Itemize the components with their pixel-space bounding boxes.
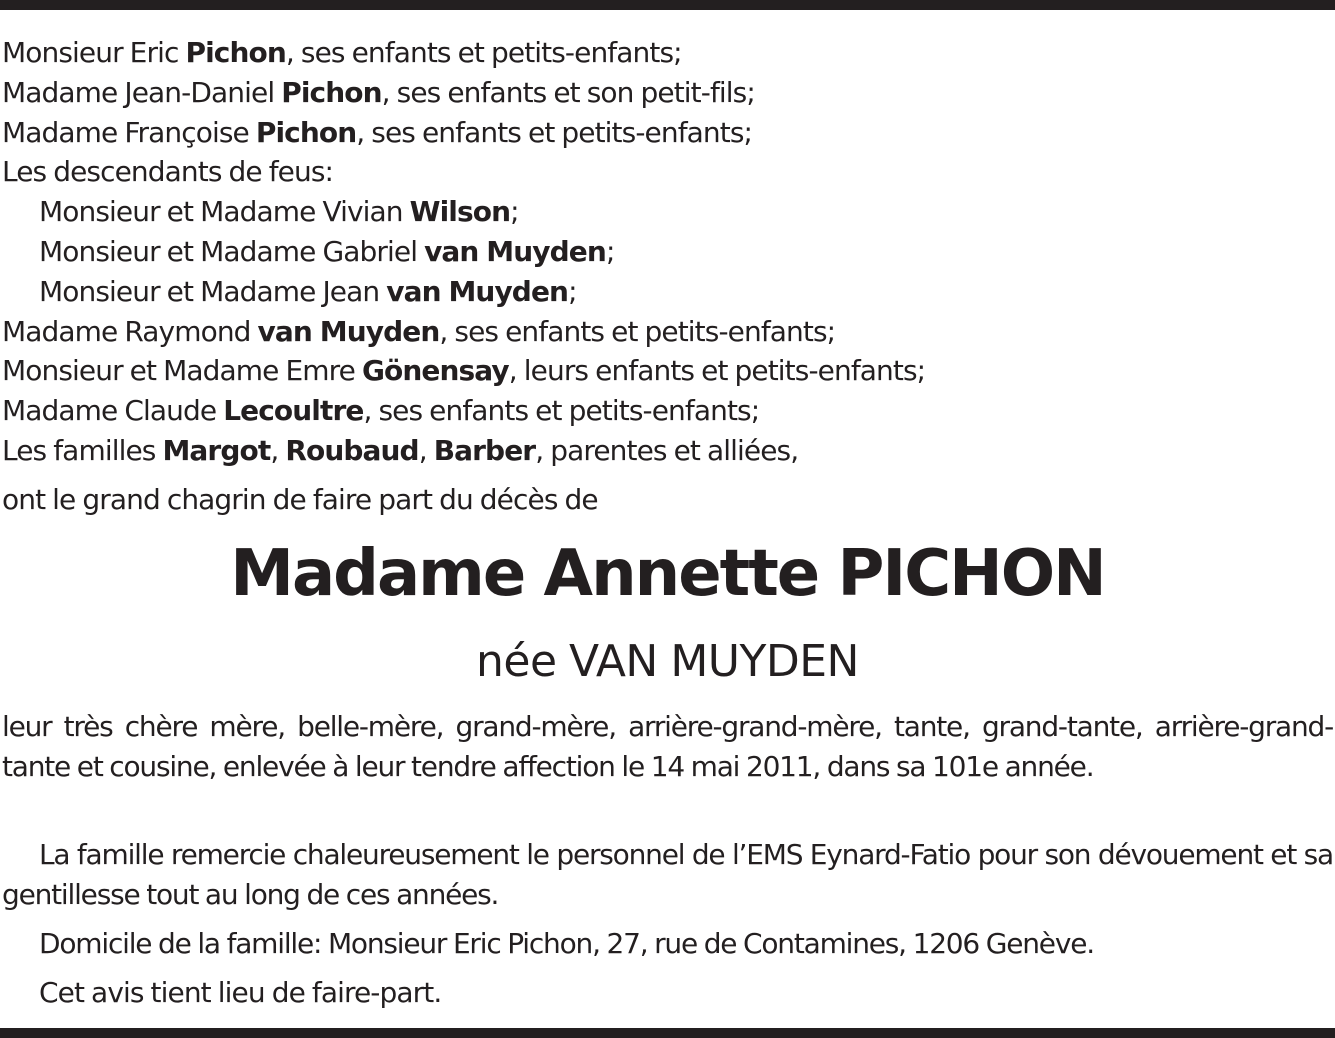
announcer-line <box>2 73 755 113</box>
announcer-text: Madame Françoise <box>2 116 256 149</box>
separator: , <box>270 434 286 467</box>
announcer-suffix: , ses enfants et petits-enfants; <box>285 36 682 69</box>
announcer-line <box>39 232 614 272</box>
family-surname: Roubaud <box>285 434 419 467</box>
announcer-line <box>39 272 577 312</box>
announcer-suffix: , ses enfants et petits-enfants; <box>356 116 753 149</box>
announcer-surname: Pichon <box>185 36 286 69</box>
maiden-name: née VAN MUYDEN <box>476 636 859 687</box>
tribute-paragraph: leur très chère mère, belle-mère, grand-mère, arrière-grand-mère, tante, grand-tante, arrière-grand-tante et cousine, enlevée à leur tendre affection le 14 mai 2011, dans sa 101e année. <box>2 710 1333 783</box>
announcer-surname: van Muyden <box>386 275 569 308</box>
announcer-text: Monsieur et Madame Gabriel <box>39 235 425 268</box>
announcer-text: Madame Claude <box>2 394 224 427</box>
announcer-text: Monsieur et Madame Vivian <box>39 195 410 228</box>
announcer-surname: Pichon <box>281 76 382 109</box>
announcer-suffix: ; <box>568 275 577 308</box>
announcer-suffix: ; <box>605 235 615 268</box>
families-text: Les familles <box>2 434 163 467</box>
announcer-line <box>2 391 759 431</box>
announcer-suffix: , ses enfants et petits-enfants; <box>439 315 836 348</box>
announcer-suffix: , ses enfants et petits-enfants; <box>363 394 760 427</box>
announcer-suffix: , leurs enfants et petits-enfants; <box>508 354 926 387</box>
closing-line: Cet avis tient lieu de faire-part. <box>39 976 442 1009</box>
announcer-line <box>2 312 835 352</box>
announcer-line <box>2 113 752 153</box>
announcer-surname: Gönensay <box>361 354 509 387</box>
bottom-border-rule <box>0 1028 1335 1038</box>
announcer-text: Monsieur Eric <box>2 36 186 69</box>
announcer-surname: Pichon <box>255 116 357 149</box>
announcer-suffix: , ses enfants et son petit-fils; <box>381 76 755 109</box>
announcer-line <box>2 152 333 192</box>
announcer-line <box>2 351 925 391</box>
announcer-text: Les descendants de feus: <box>2 155 334 188</box>
announcer-text: Madame Raymond <box>2 315 258 348</box>
announcer-text: Monsieur et Madame Emre <box>2 354 362 387</box>
domicile-line: Domicile de la famille: Monsieur Eric Pichon, 27, rue de Contamines, 1206 Genève. <box>39 927 1094 960</box>
announcer-text: Madame Jean-Daniel <box>2 76 282 109</box>
announcer-surname: Wilson <box>409 195 511 228</box>
thanks-paragraph: La famille remercie chaleureusement le personnel de l’EMS Eynard-Fatio pour son dévouement et sa gentillesse tout au long de ces années. <box>2 838 1333 911</box>
announcer-surname: van Muyden <box>424 235 606 268</box>
family-surname: Margot <box>162 434 271 467</box>
top-border-rule <box>0 0 1335 10</box>
families-line <box>2 431 798 471</box>
announcer-line <box>2 33 682 73</box>
family-surname: Barber <box>433 434 536 467</box>
families-suffix: , parentes et alliées, <box>535 434 799 467</box>
intro-line: ont le grand chagrin de faire part du décès de <box>2 483 598 516</box>
announcer-surname: van Muyden <box>257 315 440 348</box>
separator: , <box>418 434 434 467</box>
announcer-surname: Lecoultre <box>223 394 364 427</box>
announcer-line <box>39 192 519 232</box>
announcer-suffix: ; <box>510 195 519 228</box>
deceased-name: Madame Annette PICHON <box>230 537 1105 611</box>
announcer-text: Monsieur et Madame Jean <box>39 275 387 308</box>
